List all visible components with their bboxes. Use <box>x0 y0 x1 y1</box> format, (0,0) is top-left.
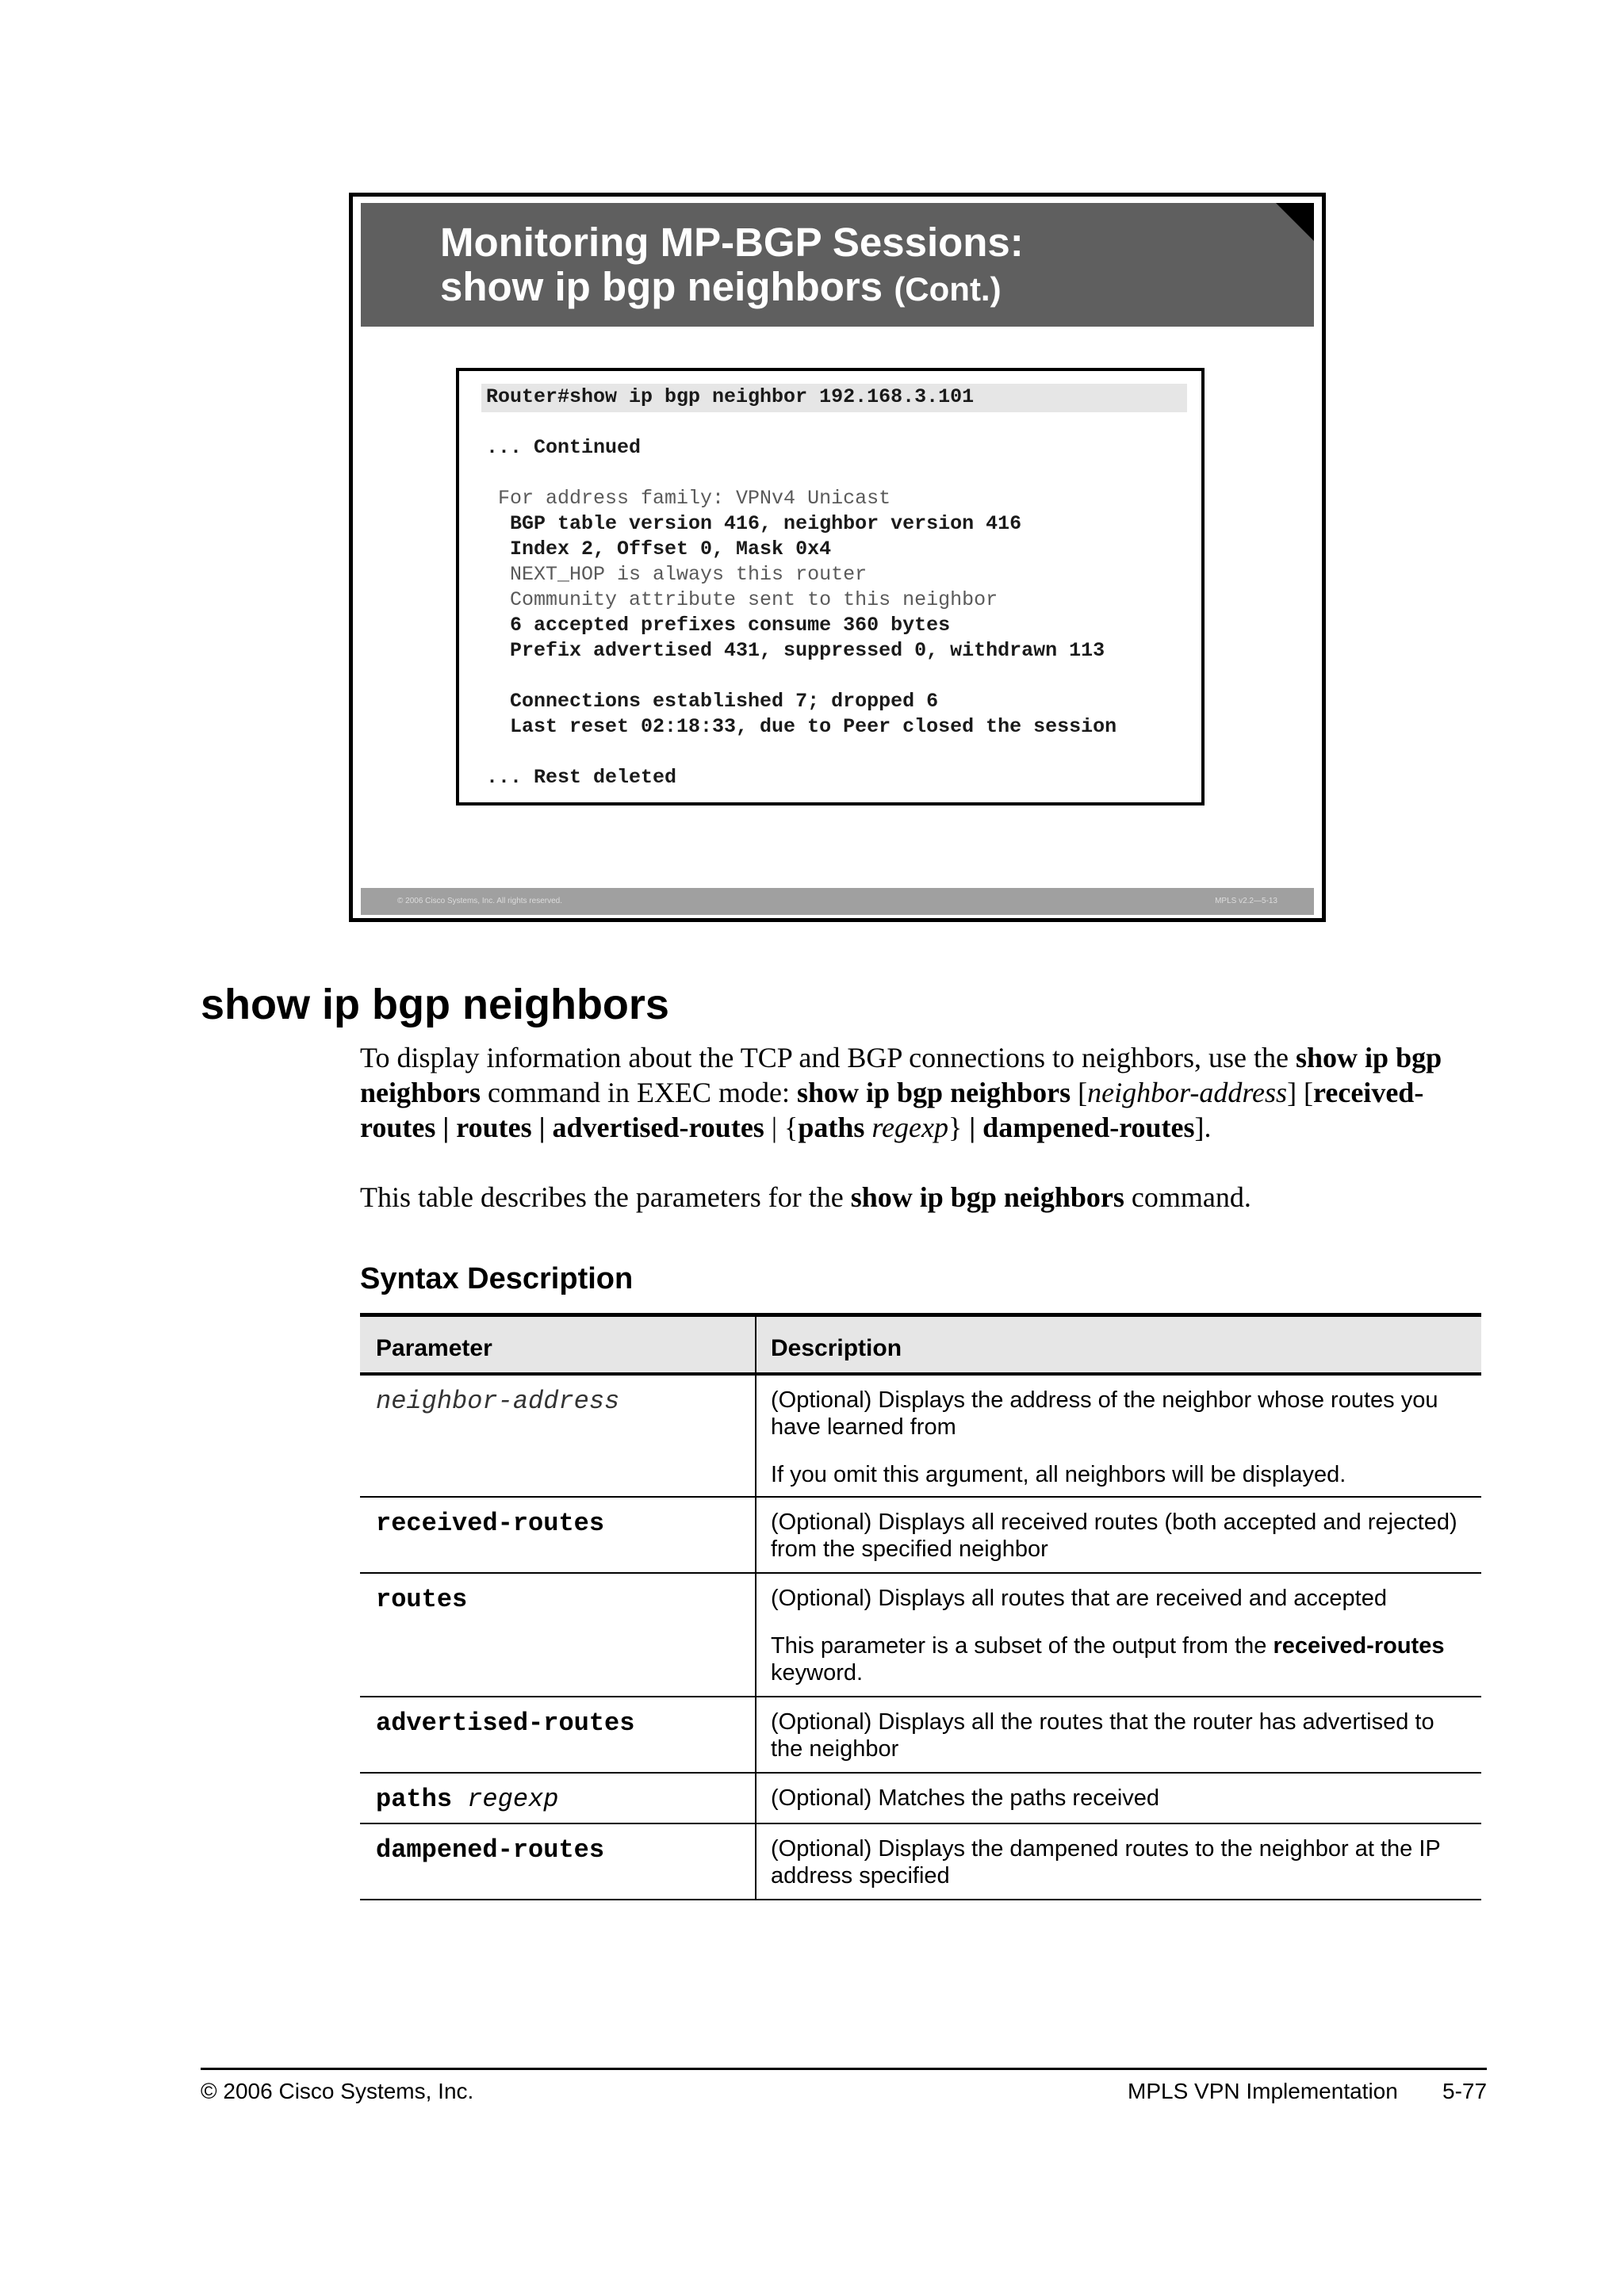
slide-footer <box>361 888 1314 915</box>
intro-keywords: received-routes | routes | advertised-routes <box>360 1077 1424 1143</box>
intro-text: | { <box>764 1112 799 1143</box>
slide-footer-code: MPLS v2.2—5-13 <box>1215 897 1277 905</box>
param-cell: neighbor-address <box>376 1387 620 1416</box>
intro-argument: neighbor-address <box>1087 1077 1288 1108</box>
cli-line: Community attribute sent to this neighbor <box>486 588 998 611</box>
table-divider <box>755 1498 756 1572</box>
param-argument: regexp <box>467 1785 559 1814</box>
description-text <box>771 1632 1461 1686</box>
description-text: If you omit this argument, all neighbors will be displayed. <box>771 1462 1346 1487</box>
table-intro-text: This table describes the parameters for the <box>360 1181 851 1213</box>
table-divider <box>755 1697 756 1772</box>
param-keyword: paths <box>376 1785 453 1814</box>
table-intro-text: command. <box>1124 1181 1251 1213</box>
table-header <box>360 1317 1481 1372</box>
description-text: (Optional) Displays all routes that are received and accepted <box>771 1586 1387 1611</box>
description-keyword: received-routes <box>1273 1633 1445 1659</box>
intro-keyword: paths <box>798 1112 865 1143</box>
table-row <box>360 1824 1481 1900</box>
slide-header <box>361 203 1314 327</box>
param-cell: dampened-routes <box>376 1835 605 1865</box>
intro-text: } <box>948 1112 963 1143</box>
header-description: Description <box>771 1335 902 1361</box>
description-text: (Optional) Displays all the routes that the router has advertised to the neighbor <box>771 1709 1434 1762</box>
param-cell <box>376 1785 558 1814</box>
intro-text: ] [ <box>1287 1077 1314 1108</box>
table-row <box>360 1498 1481 1574</box>
table-divider <box>755 1317 756 1372</box>
cli-command: Router#show ip bgp neighbor 192.168.3.101 <box>486 385 975 408</box>
table-row <box>360 1774 1481 1824</box>
cli-line: Prefix advertised 431, suppressed 0, withdrawn 113 <box>486 639 1105 662</box>
table-row <box>360 1697 1481 1774</box>
slide-title-cont: (Cont.) <box>894 270 1002 308</box>
slide-corner-mark <box>1276 203 1314 241</box>
footer-page-number: 5-77 <box>1442 2079 1488 2103</box>
cli-address-family: For address family: VPNv4 Unicast <box>486 487 891 510</box>
description-text-part: This parameter is a subset of the output from the <box>771 1633 1274 1659</box>
table-divider <box>755 1574 756 1696</box>
slide-title-line1: Monitoring MP-BGP Sessions: <box>440 220 1024 265</box>
cli-line: 6 accepted prefixes consume 360 bytes <box>486 614 951 637</box>
table-intro-command: show ip bgp neighbors <box>850 1181 1124 1213</box>
cli-output-box <box>456 368 1205 806</box>
description-cell <box>771 1387 1461 1509</box>
syntax-table <box>360 1313 1481 1900</box>
footer-copyright: © 2006 Cisco Systems, Inc. <box>201 2079 474 2103</box>
description-text: (Optional) Displays all received routes (both accepted and rejected) from the specified neighbor <box>771 1510 1457 1562</box>
description-cell <box>771 1709 1461 1783</box>
table-divider <box>755 1376 756 1496</box>
intro-command: show ip bgp neighbors <box>360 1042 1442 1108</box>
intro-text: [ <box>1071 1077 1088 1108</box>
param-cell: advertised-routes <box>376 1709 635 1738</box>
header-parameter: Parameter <box>376 1335 492 1361</box>
intro-text: To display information about the TCP and BGP connections to neighbors, use the <box>360 1042 1297 1073</box>
intro-argument: regexp <box>871 1112 948 1143</box>
table-row <box>360 1376 1481 1498</box>
description-cell <box>771 1835 1461 1910</box>
param-cell: received-routes <box>376 1509 605 1538</box>
table-divider <box>755 1824 756 1899</box>
intro-paragraph <box>360 1040 1486 1145</box>
cli-rest-deleted: ... Rest deleted <box>486 766 677 789</box>
description-text: (Optional) Displays the address of the neighbor whose routes you have learned from <box>771 1387 1438 1440</box>
intro-text: command in EXEC mode: <box>481 1077 797 1108</box>
table-intro-paragraph <box>360 1180 1486 1215</box>
description-text: (Optional) Matches the paths received <box>771 1785 1160 1811</box>
intro-text: ]. <box>1194 1112 1212 1143</box>
description-cell <box>771 1509 1461 1583</box>
cli-line: Connections established 7; dropped 6 <box>486 690 939 713</box>
cli-line: Last reset 02:18:33, due to Peer closed the session <box>486 715 1117 738</box>
description-text: (Optional) Displays the dampened routes to the neighbor at the IP address specified <box>771 1836 1441 1888</box>
table-row <box>360 1574 1481 1697</box>
description-text-part: keyword. <box>771 1660 864 1686</box>
cli-continued: ... Continued <box>486 436 642 459</box>
section-title: show ip bgp neighbors <box>201 981 669 1028</box>
param-cell: routes <box>376 1585 468 1614</box>
table-divider <box>755 1774 756 1823</box>
cli-line: NEXT_HOP is always this router <box>486 563 868 586</box>
slide-image <box>349 193 1326 922</box>
footer-course-title: MPLS VPN Implementation <box>1128 2079 1398 2103</box>
intro-command: show ip bgp neighbors <box>796 1077 1071 1108</box>
cli-line: BGP table version 416, neighbor version 416 <box>486 512 1022 535</box>
slide-footer-copyright: © 2006 Cisco Systems, Inc. All rights reserved. <box>397 897 563 905</box>
cli-line: Index 2, Offset 0, Mask 0x4 <box>486 538 832 561</box>
intro-keyword: | dampened-routes <box>962 1112 1195 1143</box>
slide-title-line2: show ip bgp neighbors <box>440 264 883 309</box>
intro-text <box>864 1112 871 1143</box>
description-cell <box>771 1585 1461 1707</box>
syntax-heading: Syntax Description <box>360 1262 634 1295</box>
page-footer-rule <box>201 2068 1487 2070</box>
slide-title <box>440 220 1024 312</box>
